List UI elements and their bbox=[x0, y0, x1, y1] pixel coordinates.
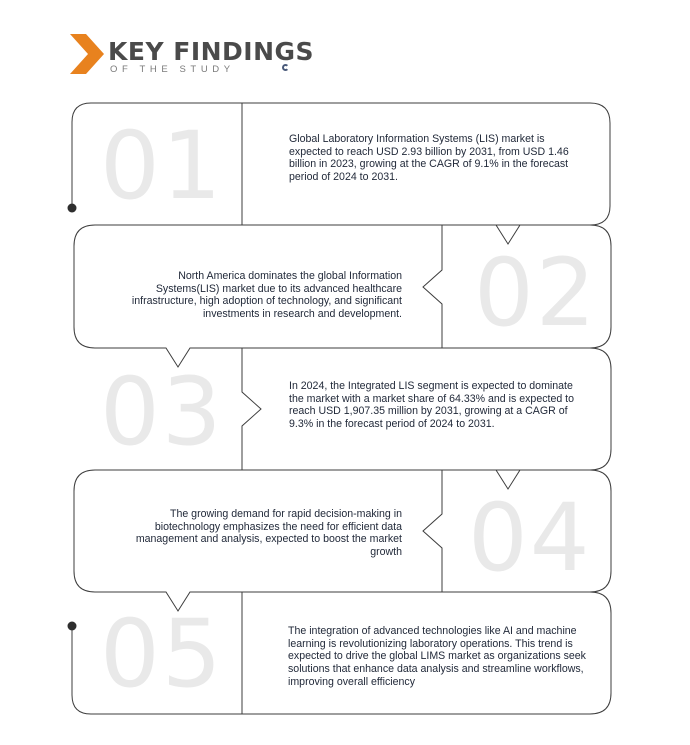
page-subtitle: OF THE STUDY bbox=[110, 64, 235, 75]
finding-number-1: 01 bbox=[100, 112, 224, 221]
row-2-divider bbox=[423, 225, 442, 348]
finding-number-3: 03 bbox=[100, 358, 224, 467]
finding-text-4: The growing demand for rapid decision-making in biotechnology emphasizes the need for efficient data management and analysis, expected to boost the market growth bbox=[135, 508, 402, 559]
finding-text-3: In 2024, the Integrated LIS segment is expected to dominate the market with a market share of 64.33% and is expected to reach USD 1,907.35 million by 2031, growing at a CAGR of 9.3% in the forecast period of 2024 to 2031. bbox=[289, 380, 575, 431]
start-dot bbox=[68, 204, 77, 213]
end-dot bbox=[68, 622, 77, 631]
page-title: KEY FINDINGS bbox=[108, 37, 315, 66]
finding-number-4: 04 bbox=[468, 484, 592, 593]
finding-text-2: North America dominates the global Information Systems(LIS) market due to its advanced healthcare infrastructure, high adoption of technology, and significant investments in research and development. bbox=[131, 270, 402, 321]
finding-text-5: The integration of advanced technologies like AI and machine learning is revolutionizing laboratory operations. This trend is expected to drive the global LIMS market as organizations seek solutions that enhance data analysis and streamline workflows, improving overall efficiency bbox=[288, 625, 586, 688]
finding-number-2: 02 bbox=[474, 239, 598, 348]
row-3-divider bbox=[242, 348, 261, 470]
finding-text-1: Global Laboratory Information Systems (LIS) market is expected to reach USD 2.93 billion by 2031, from USD 1.46 billion in 2023, growing at the CAGR of 9.1% in the forecast period of 2024 to 2031. bbox=[289, 133, 569, 184]
finding-number-5: 05 bbox=[100, 600, 224, 709]
row-4-divider bbox=[423, 470, 442, 592]
